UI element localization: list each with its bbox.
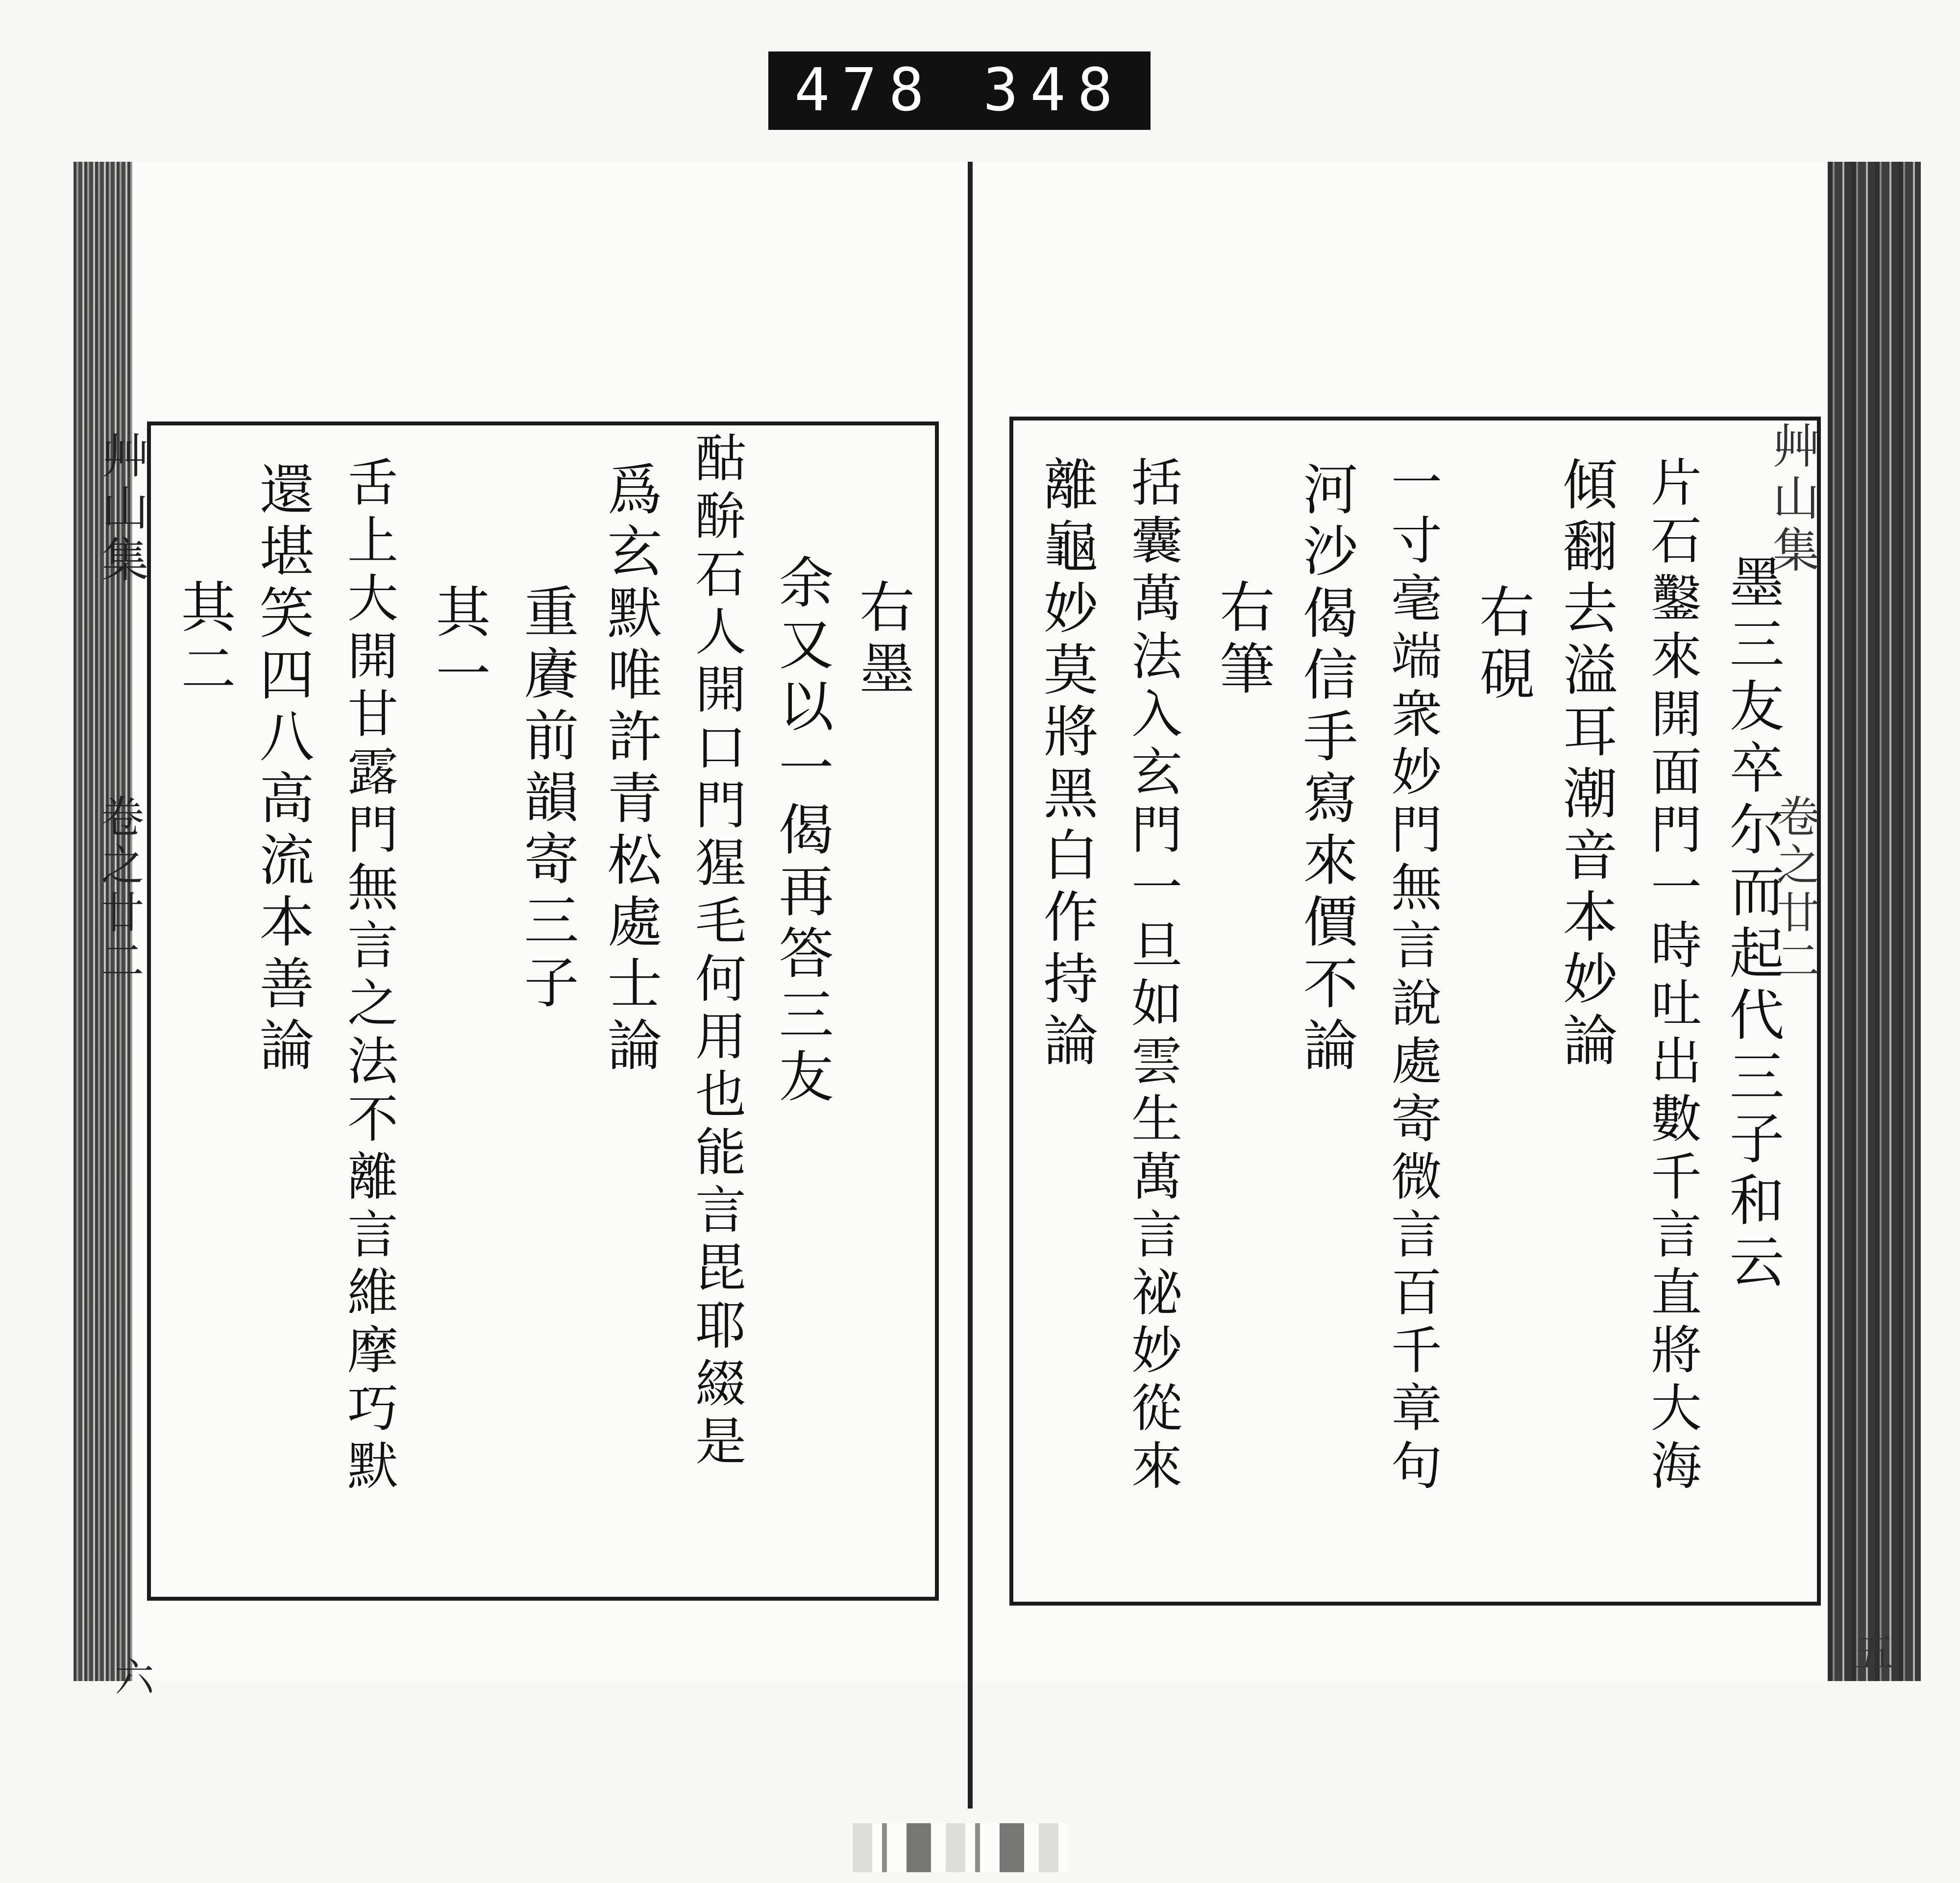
left-col-5: 重賡前韻寄三子 bbox=[515, 583, 579, 1016]
right-volume-label: 卷之廿二 bbox=[1770, 794, 1820, 986]
catalog-number-label: 478 348 bbox=[768, 51, 1151, 130]
right-col-2: 片石鑿來開面門一時吐出數千言直將大海 bbox=[1642, 456, 1702, 1497]
left-folio: 六 bbox=[108, 1657, 154, 1696]
right-col-6: 河沙偈信手寫來價不論 bbox=[1294, 461, 1358, 1078]
left-col-3: 酤䣲石人開口門猩毛何用也能言毘耶綴是 bbox=[686, 431, 746, 1472]
right-col-9: 離龜妙莫將黑白作持論 bbox=[1034, 456, 1098, 1073]
scan-bottom-mark bbox=[853, 1823, 1068, 1872]
right-col-3: 傾翻去溢耳潮音本妙論 bbox=[1554, 456, 1617, 1073]
book-gutter bbox=[968, 162, 973, 1809]
right-col-5: 一寸毫端衆妙門無言說處寄微言百千章句 bbox=[1382, 456, 1442, 1497]
right-page-edge bbox=[1828, 162, 1921, 1681]
left-col-7: 舌上大開甘露門無言之法不離言維摩巧默 bbox=[339, 456, 398, 1497]
left-margin-title: 艸山集 bbox=[94, 431, 149, 587]
left-col-1: 右墨 bbox=[851, 578, 914, 702]
right-col-4: 右硯 bbox=[1470, 583, 1534, 707]
left-col-4: 爲玄默唯許青松處士論 bbox=[598, 461, 662, 1078]
left-col-2: 余又以一偈再答三友 bbox=[770, 554, 833, 1110]
right-folio: 五 bbox=[1848, 1632, 1893, 1671]
right-col-7: 右筆 bbox=[1211, 578, 1274, 702]
left-col-6: 其一 bbox=[427, 583, 490, 707]
left-col-9: 其二 bbox=[172, 578, 236, 702]
left-volume-label: 卷之廿二 bbox=[94, 794, 145, 986]
right-margin-title: 艸山集 bbox=[1765, 421, 1820, 577]
right-col-1: 墨三友卒尔而起代三子和云 bbox=[1720, 554, 1784, 1295]
left-col-8: 還堪笑四八高流本善論 bbox=[250, 461, 314, 1078]
right-col-8: 括囊萬法入玄門一旦如雲生萬言祕妙從來 bbox=[1123, 456, 1182, 1497]
